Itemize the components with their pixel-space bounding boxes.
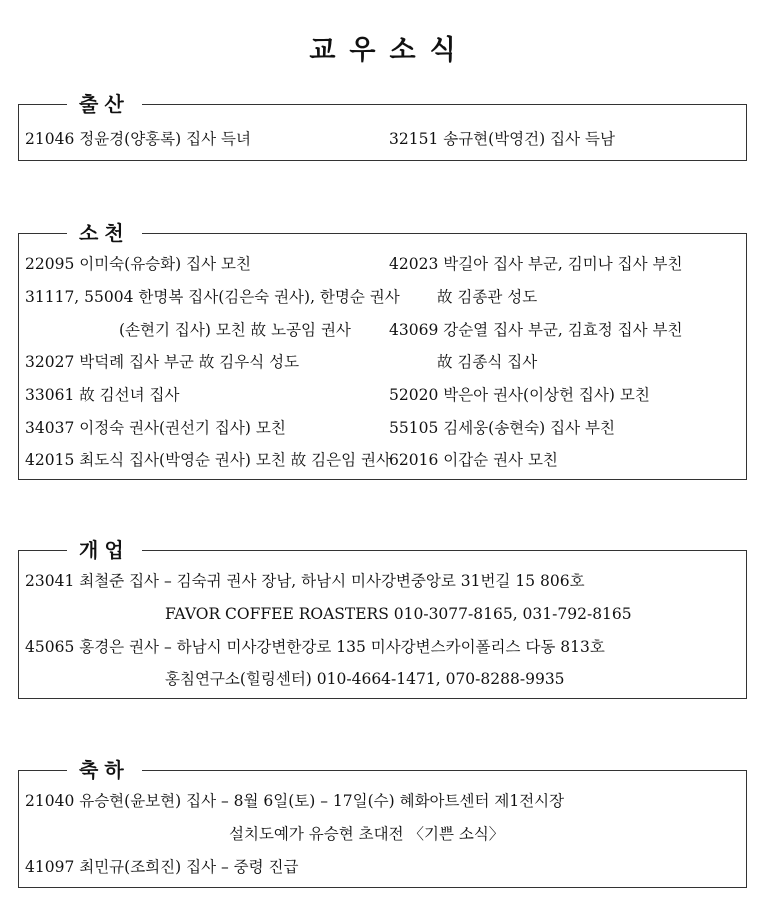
death-entry: 62016 이갑순 권사 모친 [389, 451, 558, 469]
death-entry: 22095 이미숙(유승화) 집사 모친 [25, 255, 251, 273]
congrats-entry: 21040 유승현(윤보현) 집사 – 8월 6일(토) – 17일(수) 혜화아트센터 제1전시장 [25, 792, 565, 810]
section-title-congrats: 축하 [67, 755, 142, 785]
business-entry: 23041 최철준 집사 – 김숙귀 권사 장남, 하남시 미사강변중앙로 31번길 15 806호 [25, 572, 585, 590]
congrats-entry: 41097 최민규(조희진) 집사 – 중령 진급 [25, 858, 299, 876]
birth-entry: 21046 정윤경(양홍록) 집사 득녀 [25, 130, 251, 148]
death-entry: 故 김종식 집사 [437, 353, 538, 371]
section-title-business: 개업 [67, 535, 142, 565]
death-entry: 52020 박은아 권사(이상헌 집사) 모친 [389, 386, 650, 404]
death-entry: 42023 박길아 집사 부군, 김미나 집사 부친 [389, 255, 683, 273]
death-entry: 32027 박덕례 집사 부군 故 김우식 성도 [25, 353, 300, 371]
death-entry: 42015 최도식 집사(박영순 권사) 모친 故 김은임 권사 [25, 451, 391, 469]
section-birth [18, 92, 747, 161]
business-entry: FAVOR COFFEE ROASTERS 010-3077-8165, 031-792-8165 [165, 605, 632, 623]
birth-entry: 32151 송규현(박영건) 집사 득남 [389, 130, 615, 148]
death-entry: 34037 이정숙 권사(권선기 집사) 모친 [25, 419, 286, 437]
congrats-entry: 설치도예가 유승현 초대전 〈기쁜 소식〉 [229, 825, 505, 843]
business-entry: 45065 홍경은 권사 – 하남시 미사강변한강로 135 미사강변스카이폴리스 다동 813호 [25, 638, 605, 656]
section-congrats [18, 758, 747, 888]
death-entry: 55105 김세웅(송현숙) 집사 부친 [389, 419, 615, 437]
death-entry: (손현기 집사) 모친 故 노공임 권사 [119, 321, 351, 339]
section-business [18, 538, 747, 699]
death-entry: 故 김종관 성도 [437, 288, 538, 306]
death-entry: 33061 故 김선녀 집사 [25, 386, 180, 404]
death-entry: 31117, 55004 한명복 집사(김은숙 권사), 한명순 권사 [25, 288, 400, 306]
section-death [18, 221, 747, 480]
business-entry: 홍침연구소(힐링센터) 010-4664-1471, 070-8288-9935 [165, 670, 565, 688]
section-title-death: 소천 [67, 218, 142, 248]
page-title: 교우소식 [309, 35, 470, 66]
death-entry: 43069 강순열 집사 부군, 김효정 집사 부친 [389, 321, 683, 339]
section-title-birth: 출산 [67, 89, 142, 119]
